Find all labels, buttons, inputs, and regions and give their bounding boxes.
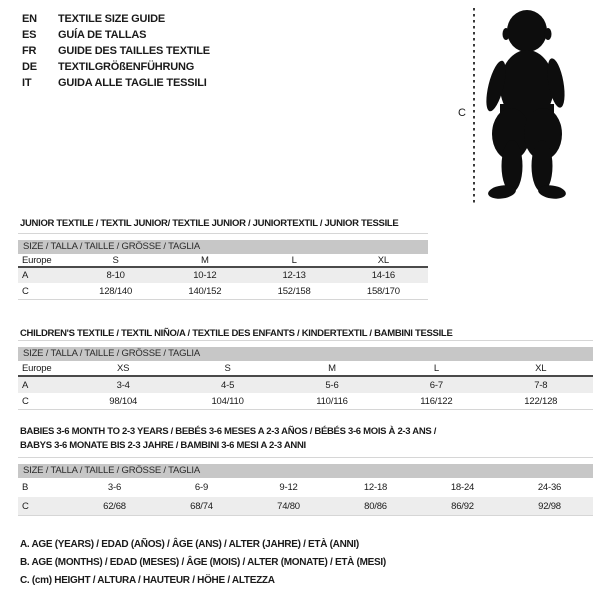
footnote-b: B. AGE (MONTHS) / EDAD (MESES) / ÂGE (MOIS) / ALTER (MONATE) / ETÀ (MESI) [20, 557, 386, 568]
table-row [18, 267, 428, 283]
language-row [22, 11, 210, 27]
table-cell: 152/158 [277, 285, 311, 297]
table-cell: XL [489, 361, 593, 376]
table-cell: 10-12 [160, 267, 249, 283]
section-title-babies-line1: BABIES 3-6 MONTH TO 2-3 YEARS / BEBÉS 3-6 MESES A 2-3 AÑOS / BÉBÉS 3-6 MOIS À 2-3 ANS / [20, 426, 437, 437]
table-cell: 140/152 [188, 285, 222, 297]
language-title: GUÍA DE TALLAS [58, 29, 147, 41]
table-cell: 7-8 [489, 376, 593, 393]
baby-silhouette-shape [482, 10, 567, 200]
table-row [18, 376, 593, 393]
legend-footnotes [20, 536, 386, 590]
table-row [18, 361, 593, 376]
language-row [22, 27, 210, 43]
table-cell: M [280, 361, 384, 376]
language-row [22, 59, 210, 75]
size-header-bar: SIZE / TALLA / TAILLE / GRÖSSE / TAGLIA [18, 347, 593, 361]
table-cell: L [250, 254, 339, 267]
language-row [22, 43, 210, 59]
language-code: FR [22, 45, 37, 57]
table-cell: 6-9 [194, 482, 209, 493]
table-cell: 14-16 [339, 267, 428, 283]
table-cell: 74/80 [245, 497, 332, 515]
table-cell: 128/140 [99, 285, 133, 297]
table-cell: 4-5 [175, 376, 279, 393]
language-title: TEXTILE SIZE GUIDE [58, 13, 166, 25]
row-label: B [22, 482, 29, 493]
table-row [18, 283, 428, 299]
table-cell: S [175, 361, 279, 376]
row-label: C [22, 285, 29, 297]
language-title: GUIDA ALLE TAGLIE TESSILI [58, 77, 207, 89]
table-cell: 158/170 [366, 285, 400, 297]
language-title-list [22, 11, 210, 91]
table-cell: 12-13 [250, 267, 339, 283]
table-cell: XS [71, 361, 175, 376]
section-title-babies-line2: BABYS 3-6 MONATE BIS 2-3 JAHRE / BAMBINI 3-6 MESI A 2-3 ANNI [20, 440, 306, 451]
table-row [18, 478, 593, 497]
table-cell: M [160, 254, 249, 267]
junior-size-table-block [18, 233, 428, 300]
table-cell: 18-24 [450, 482, 475, 493]
table-cell: 3-6 [107, 482, 122, 493]
children-size-table [18, 361, 593, 409]
row-label: C [22, 395, 29, 407]
junior-size-table [18, 254, 428, 299]
row-label: A [18, 376, 71, 393]
language-title: GUIDE DES TAILLES TEXTILE [58, 45, 210, 57]
footnote-c: C. (cm) HEIGHT / ALTURA / HAUTEUR / HÖHE / ALTEZZA [20, 575, 275, 586]
height-figure [450, 6, 570, 206]
size-header-bar: SIZE / TALLA / TAILLE / GRÖSSE / TAGLIA [18, 240, 428, 254]
table-cell: 24-36 [537, 482, 562, 493]
children-size-table-block [18, 340, 593, 410]
language-title: TEXTILGRÖßENFÜHRUNG [58, 61, 195, 73]
table-cell: 122/128 [524, 395, 558, 407]
height-measure-label: C [458, 107, 466, 119]
table-cell: 116/122 [420, 395, 453, 407]
babies-size-table [18, 478, 593, 515]
row-label: A [18, 267, 71, 283]
table-cell: 80/86 [332, 497, 419, 515]
language-code: DE [22, 61, 37, 73]
baby-silhouette [450, 6, 570, 206]
table-row [18, 393, 593, 409]
table-cell: 8-10 [71, 267, 160, 283]
language-row [22, 75, 210, 91]
table-cell: 9-12 [279, 482, 298, 493]
table-cell: 6-7 [384, 376, 488, 393]
section-title-junior: JUNIOR TEXTILE / TEXTIL JUNIOR/ TEXTILE JUNIOR / JUNIORTEXTIL / JUNIOR TESSILE [20, 218, 399, 229]
language-code: IT [22, 77, 32, 89]
language-code: EN [22, 13, 37, 25]
table-cell: 110/116 [316, 395, 348, 407]
table-cell: XL [339, 254, 428, 267]
babies-size-table-block [18, 457, 593, 516]
table-cell: 98/104 [109, 395, 138, 407]
table-cell: 5-6 [280, 376, 384, 393]
table-row [18, 254, 428, 267]
table-row [18, 497, 593, 515]
size-header-bar: SIZE / TALLA / TAILLE / GRÖSSE / TAGLIA [18, 464, 593, 478]
table-cell: 3-4 [71, 376, 175, 393]
table-cell: 92/98 [506, 497, 593, 515]
row-label: C [18, 497, 71, 515]
table-cell: 104/110 [211, 395, 244, 407]
table-cell: 12-18 [363, 482, 388, 493]
table-cell: 68/74 [158, 497, 245, 515]
table-cell: L [384, 361, 488, 376]
section-title-children: CHILDREN'S TEXTILE / TEXTIL NIÑO/A / TEXTILE DES ENFANTS / KINDERTEXTIL / BAMBINI TESSILE [20, 328, 453, 339]
row-label: Europe [18, 361, 71, 376]
row-label: Europe [18, 254, 71, 267]
table-cell: 86/92 [419, 497, 506, 515]
footnote-a: A. AGE (YEARS) / EDAD (AÑOS) / ÂGE (ANS) / ALTER (JAHRE) / ETÀ (ANNI) [20, 539, 359, 550]
table-cell: S [71, 254, 160, 267]
table-cell: 62/68 [71, 497, 158, 515]
language-code: ES [22, 29, 37, 41]
